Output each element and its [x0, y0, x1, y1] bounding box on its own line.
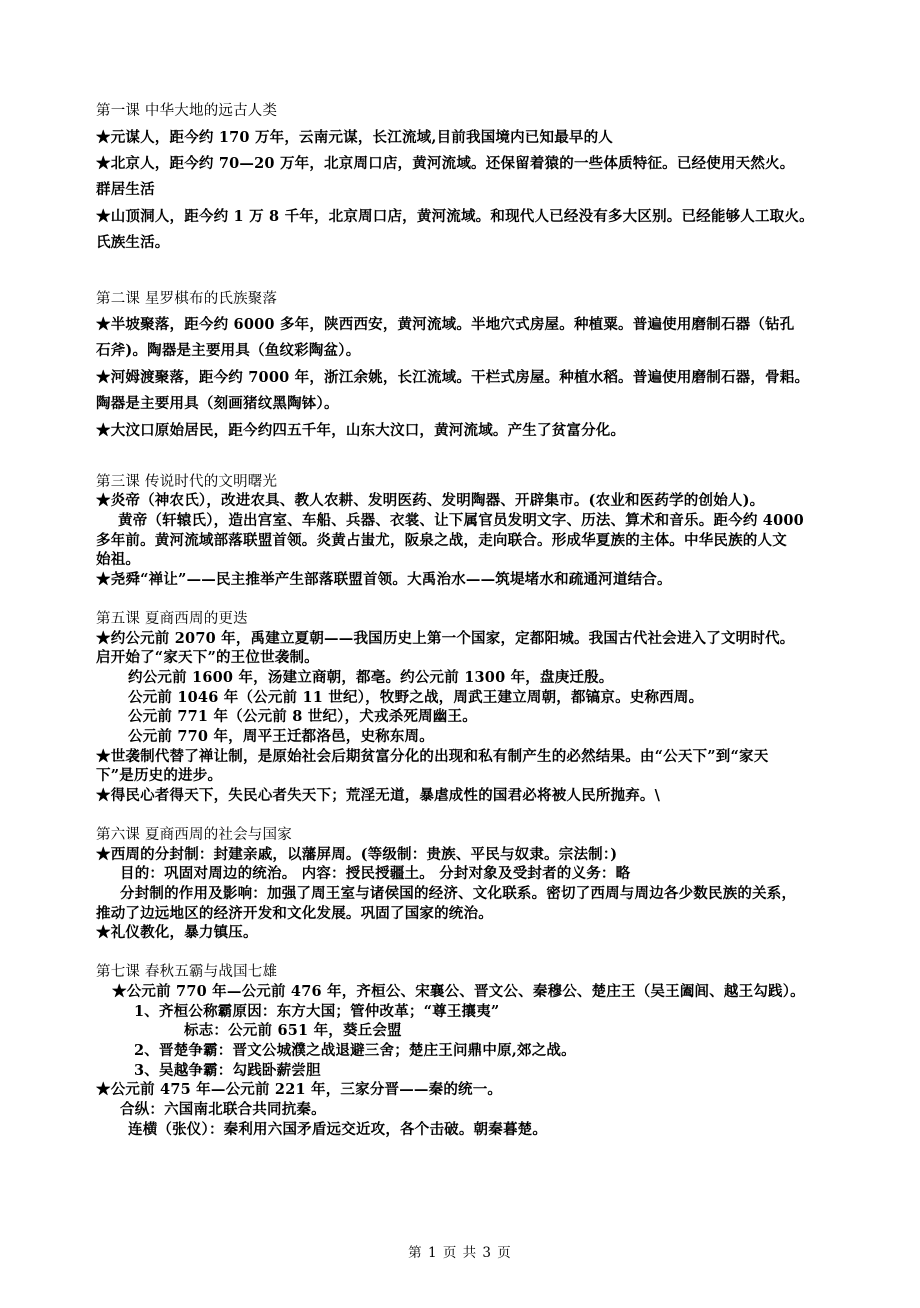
text-line: ★半坡聚落，距今约 6000 多年，陕西西安，黄河流域。半地穴式房屋。种植粟。普遍使用磨制石器（钻孔: [96, 316, 795, 333]
heading-lesson-5: 第五课 夏商西周的更迭: [96, 611, 248, 627]
text-line: ★公元前 475 年—公元前 221 年，三家分晋——秦的统一。: [96, 1081, 503, 1098]
text-line: ★山顶洞人，距今约 1 万 8 千年，北京周口店，黄河流域。和现代人已经没有多大区别。已经能够人工取火。: [96, 208, 814, 225]
text-line: ★得民心者得天下，失民心者失天下；荒淫无道，暴虐成性的国君必将被人民所抛弃。\: [96, 787, 661, 804]
text-line: 黄帝（轩辕氏），造出宫室、车船、兵器、衣裳、让下属官员发明文字、历法、算术和音乐。距今约 4000: [118, 512, 804, 529]
text-line: ★尧舜“禅让”——民主推举产生部落联盟首领。大禹治水——筑堤堵水和疏通河道结合。: [96, 571, 672, 588]
text-line: 1、齐桓公称霸原因：东方大国；管仲改革；“尊王攘夷”: [134, 1003, 500, 1020]
text-line: ★大汶口原始居民，距今约四五千年，山东大汶口，黄河流域。产生了贫富分化。: [96, 422, 626, 439]
text-line: ★世袭制代替了禅让制，是原始社会后期贫富分化的出现和私有制产生的必然结果。由“公天下”到“家天: [96, 748, 769, 765]
text-line: 分封制的作用及影响：加强了周王室与诸侯国的经济、文化联系。密切了西周与周边各少数民族的关系，: [120, 885, 797, 902]
text-line: ★约公元前 2070 年，禹建立夏朝——我国历史上第一个国家，定都阳城。我国古代社会进入了文明时代。: [96, 630, 795, 647]
text-line: 石斧)。陶器是主要用具（鱼纹彩陶盆）。: [96, 342, 361, 359]
text-line: ★炎帝（神农氏），改进农具、教人农耕、发明医药、发明陶器、开辟集市。(农业和医药学的创始人)。: [96, 492, 765, 509]
text-line: 下”是历史的进步。: [96, 767, 223, 784]
text-line: ★礼仪教化，暴力镇压。: [96, 924, 258, 941]
text-line: 公元前 771 年（公元前 8 世纪），犬戎杀死周幽王。: [128, 708, 477, 725]
text-line: 陶器是主要用具（刻画猪纹黑陶钵）。: [96, 395, 339, 412]
text-line: 氏族生活。: [96, 234, 170, 251]
text-line: 公元前 1046 年（公元前 11 世纪），牧野之战，周武王建立周朝，都镐京。史称西周。: [128, 689, 704, 706]
text-line: 合纵：六国南北联合共同抗秦。: [120, 1101, 326, 1118]
text-line: 连横（张仪）：秦利用六国矛盾远交近攻，各个击破。朝秦暮楚。: [128, 1121, 548, 1138]
text-line: ★西周的分封制：封建亲戚，以藩屏周。(等级制：贵族、平民与奴隶。宗法制：): [96, 846, 618, 863]
page-footer: 第 1 页 共 3 页: [408, 1245, 512, 1261]
text-line: 公元前 770 年，周平王迁都洛邑，史称东周。: [128, 728, 434, 745]
heading-lesson-2: 第二课 星罗棋布的氏族聚落: [96, 291, 278, 307]
text-line: 约公元前 1600 年，汤建立商朝，都亳。约公元前 1300 年，盘庚迁殷。: [128, 669, 614, 686]
text-line: 群居生活: [96, 181, 155, 198]
text-line: 启开始了“家天下”的王位世袭制。: [96, 649, 319, 666]
heading-lesson-3: 第三课 传说时代的文明曙光: [96, 474, 278, 490]
text-line: 推动了边远地区的经济开发和文化发展。巩固了国家的统治。: [96, 905, 493, 922]
heading-lesson-1: 第一课 中华大地的远古人类: [96, 103, 278, 119]
text-line: 2、晋楚争霸：晋文公城濮之战退避三舍；楚庄王问鼎中原,郊之战。: [134, 1042, 576, 1059]
text-line: ★河姆渡聚落，距今约 7000 年，浙江余姚，长江流域。干栏式房屋。种植水稻。普遍使用磨制石器，骨耜。: [96, 369, 810, 386]
text-line: 始祖。: [96, 551, 141, 568]
text-line: 3、吴越争霸：勾践卧薪尝胆: [134, 1062, 321, 1079]
text-line: ★北京人，距今约 70—20 万年，北京周口店，黄河流域。还保留着猿的一些体质特征。已经使用天然火。: [96, 155, 795, 172]
text-line: 目的：巩固对周边的统治。 内容：授民授疆土。 分封对象及受封者的义务：略: [120, 865, 631, 882]
text-line: 标志：公元前 651 年，葵丘会盟: [184, 1022, 402, 1039]
text-line: 多年前。黄河流域部落联盟首领。炎黄占蚩尤，阪泉之战，走向联合。形成华夏族的主体。中华民族的人文: [96, 532, 787, 549]
heading-lesson-7: 第七课 春秋五霸与战国七雄: [96, 964, 278, 980]
heading-lesson-6: 第六课 夏商西周的社会与国家: [96, 827, 292, 843]
text-line: ★公元前 770 年—公元前 476 年，齐桓公、宋襄公、晋文公、秦穆公、楚庄王（吴王阖闾、越王勾践）。: [112, 983, 805, 1000]
text-line: ★元谋人，距今约 170 万年，云南元谋，长江流域,目前我国境内已知最早的人: [96, 129, 614, 146]
